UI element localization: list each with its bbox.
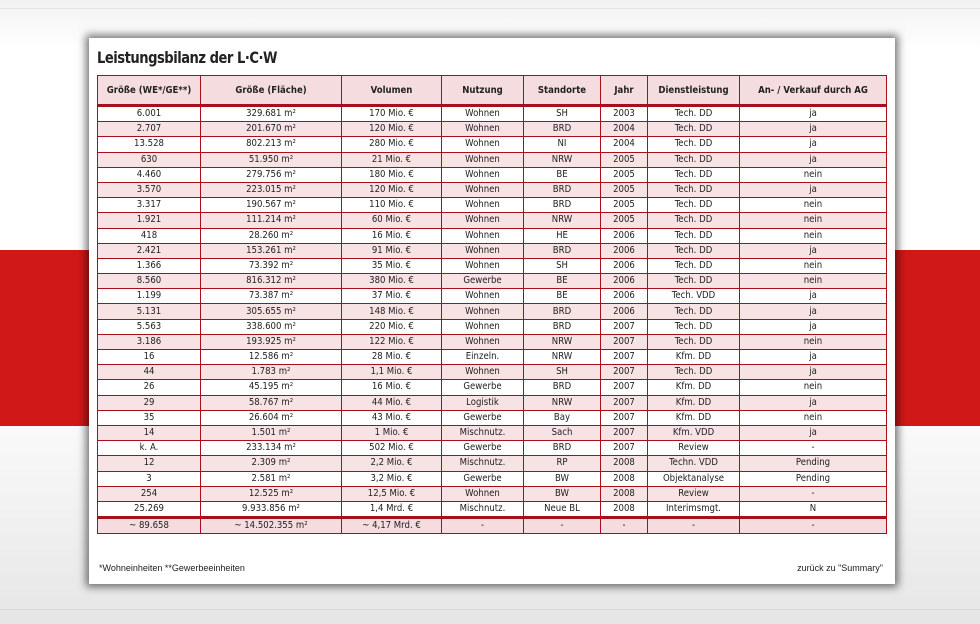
table-cell: 91 Mio. €: [342, 243, 442, 258]
table-header-row: [98, 76, 887, 106]
column-header: Größe (Fläche): [201, 76, 342, 106]
table-cell: nein: [740, 410, 887, 425]
table-cell: Wohnen: [442, 182, 524, 197]
table-row: [98, 486, 887, 501]
table-cell: 122 Mio. €: [342, 334, 442, 349]
summary-cell: -: [601, 518, 648, 534]
table-cell: Logistik: [442, 395, 524, 410]
table-cell: Mischnutz.: [442, 456, 524, 471]
table-cell: 60 Mio. €: [342, 213, 442, 228]
table-cell: 201.670 m²: [201, 122, 342, 137]
column-header: Größe (WE*/GE**): [98, 76, 201, 106]
table-cell: 14: [98, 425, 201, 440]
table-cell: 45.195 m²: [201, 380, 342, 395]
table-cell: BW: [524, 486, 601, 501]
table-cell: Wohnen: [442, 228, 524, 243]
table-cell: Tech. DD: [648, 319, 740, 334]
table-cell: Tech. DD: [648, 137, 740, 152]
table-cell: 44: [98, 365, 201, 380]
table-cell: 802.213 m²: [201, 137, 342, 152]
table-cell: NRW: [524, 395, 601, 410]
table-cell: Techn. VDD: [648, 456, 740, 471]
table-cell: Wohnen: [442, 198, 524, 213]
table-cell: BE: [524, 289, 601, 304]
table-cell: nein: [740, 258, 887, 273]
table-cell: N: [740, 501, 887, 517]
table-cell: 73.392 m²: [201, 258, 342, 273]
table-cell: Wohnen: [442, 319, 524, 334]
table-cell: 2005: [601, 182, 648, 197]
table-cell: 2.421: [98, 243, 201, 258]
table-cell: 3: [98, 471, 201, 486]
table-cell: 29: [98, 395, 201, 410]
table-cell: Wohnen: [442, 258, 524, 273]
table-cell: 111.214 m²: [201, 213, 342, 228]
column-header: Nutzung: [442, 76, 524, 106]
table-cell: 305.655 m²: [201, 304, 342, 319]
table-cell: ja: [740, 137, 887, 152]
table-cell: 254: [98, 486, 201, 501]
table-cell: Sach: [524, 425, 601, 440]
table-cell: Tech. DD: [648, 122, 740, 137]
table-cell: 2008: [601, 486, 648, 501]
table-cell: Review: [648, 486, 740, 501]
table-cell: 329.681 m²: [201, 106, 342, 122]
table-cell: 630: [98, 152, 201, 167]
table-cell: 12,5 Mio. €: [342, 486, 442, 501]
table-cell: RP: [524, 456, 601, 471]
table-cell: BRD: [524, 122, 601, 137]
table-cell: 2005: [601, 152, 648, 167]
table-cell: 1.921: [98, 213, 201, 228]
table-cell: 2007: [601, 441, 648, 456]
summary-cell: ~ 14.502.355 m²: [201, 518, 342, 534]
table-cell: 2.581 m²: [201, 471, 342, 486]
table-row: [98, 380, 887, 395]
table-cell: 1 Mio. €: [342, 425, 442, 440]
table-cell: 280 Mio. €: [342, 137, 442, 152]
table-cell: 338.600 m²: [201, 319, 342, 334]
table-cell: 6.001: [98, 106, 201, 122]
table-cell: k. A.: [98, 441, 201, 456]
table-cell: 2.309 m²: [201, 456, 342, 471]
table-cell: 3.317: [98, 198, 201, 213]
table-cell: 2006: [601, 258, 648, 273]
table-cell: Bay: [524, 410, 601, 425]
table-row: [98, 410, 887, 425]
document-sheet: [89, 38, 895, 584]
table-row: [98, 228, 887, 243]
table-cell: Einzeln.: [442, 350, 524, 365]
table-cell: 2006: [601, 304, 648, 319]
table-cell: 2008: [601, 501, 648, 517]
table-cell: 12: [98, 456, 201, 471]
summary-cell: -: [648, 518, 740, 534]
table-cell: 2007: [601, 425, 648, 440]
summary-row: [98, 518, 887, 534]
table-cell: 3,2 Mio. €: [342, 471, 442, 486]
table-cell: Wohnen: [442, 334, 524, 349]
table-cell: 2006: [601, 243, 648, 258]
table-cell: 25.269: [98, 501, 201, 517]
table-cell: SH: [524, 106, 601, 122]
table-cell: Tech. DD: [648, 167, 740, 182]
table-cell: 26.604 m²: [201, 410, 342, 425]
table-cell: BRD: [524, 182, 601, 197]
table-cell: ja: [740, 243, 887, 258]
table-cell: 279.756 m²: [201, 167, 342, 182]
column-header: Standorte: [524, 76, 601, 106]
summary-cell: -: [524, 518, 601, 534]
table-cell: Wohnen: [442, 289, 524, 304]
table-cell: BE: [524, 167, 601, 182]
table-cell: 2,2 Mio. €: [342, 456, 442, 471]
table-cell: 73.387 m²: [201, 289, 342, 304]
table-cell: 35 Mio. €: [342, 258, 442, 273]
table-cell: ja: [740, 122, 887, 137]
table-cell: 2004: [601, 122, 648, 137]
table-cell: 3.570: [98, 182, 201, 197]
table-cell: Tech. DD: [648, 213, 740, 228]
table-cell: NRW: [524, 334, 601, 349]
table-cell: Wohnen: [442, 152, 524, 167]
table-cell: Tech. DD: [648, 365, 740, 380]
table-cell: 12.525 m²: [201, 486, 342, 501]
table-cell: ja: [740, 395, 887, 410]
table-cell: 3.186: [98, 334, 201, 349]
table-row: [98, 501, 887, 517]
table-cell: Tech. DD: [648, 258, 740, 273]
table-cell: ja: [740, 106, 887, 122]
table-cell: NRW: [524, 213, 601, 228]
summary-cell: -: [740, 518, 887, 534]
table-cell: 2007: [601, 334, 648, 349]
table-cell: Tech. VDD: [648, 289, 740, 304]
back-to-summary-link[interactable]: zurück zu "Summary": [797, 563, 883, 573]
table-cell: 9.933.856 m²: [201, 501, 342, 517]
table-cell: 58.767 m²: [201, 395, 342, 410]
table-cell: 2004: [601, 137, 648, 152]
table-cell: 190.567 m²: [201, 198, 342, 213]
table-cell: 1.366: [98, 258, 201, 273]
table-cell: Gewerbe: [442, 274, 524, 289]
bottom-divider: [0, 609, 980, 610]
table-cell: 148 Mio. €: [342, 304, 442, 319]
table-cell: Objektanalyse: [648, 471, 740, 486]
table-cell: 1,4 Mrd. €: [342, 501, 442, 517]
table-row: [98, 289, 887, 304]
footnote: *Wohneinheiten **Gewerbeeinheiten: [99, 563, 245, 573]
table-cell: 223.015 m²: [201, 182, 342, 197]
table-cell: 2007: [601, 395, 648, 410]
table-cell: 16 Mio. €: [342, 228, 442, 243]
table-row: [98, 137, 887, 152]
table-cell: 2005: [601, 167, 648, 182]
table-cell: 1,1 Mio. €: [342, 365, 442, 380]
table-cell: 28.260 m²: [201, 228, 342, 243]
table-cell: 1.199: [98, 289, 201, 304]
table-cell: BRD: [524, 243, 601, 258]
table-cell: Gewerbe: [442, 380, 524, 395]
table-cell: 2.707: [98, 122, 201, 137]
table-cell: 110 Mio. €: [342, 198, 442, 213]
table-cell: 120 Mio. €: [342, 182, 442, 197]
table-cell: BRD: [524, 380, 601, 395]
table-cell: 8.560: [98, 274, 201, 289]
table-cell: Interimsmgt.: [648, 501, 740, 517]
table-cell: BE: [524, 274, 601, 289]
table-cell: 2006: [601, 289, 648, 304]
table-cell: 502 Mio. €: [342, 441, 442, 456]
table-cell: Tech. DD: [648, 243, 740, 258]
table-cell: 5.563: [98, 319, 201, 334]
performance-table: [97, 75, 887, 534]
table-cell: Wohnen: [442, 106, 524, 122]
table-row: [98, 182, 887, 197]
table-cell: 2008: [601, 456, 648, 471]
table-cell: ja: [740, 289, 887, 304]
table-cell: Wohnen: [442, 486, 524, 501]
table-cell: 12.586 m²: [201, 350, 342, 365]
table-cell: ja: [740, 152, 887, 167]
table-row: [98, 334, 887, 349]
table-row: [98, 365, 887, 380]
table-row: [98, 319, 887, 334]
table-cell: 180 Mio. €: [342, 167, 442, 182]
table-cell: 51.950 m²: [201, 152, 342, 167]
table-cell: 35: [98, 410, 201, 425]
column-header: Jahr: [601, 76, 648, 106]
table-cell: ja: [740, 425, 887, 440]
table-cell: Tech. DD: [648, 106, 740, 122]
table-cell: nein: [740, 380, 887, 395]
table-cell: SH: [524, 365, 601, 380]
table-cell: 43 Mio. €: [342, 410, 442, 425]
table-cell: Kfm. VDD: [648, 425, 740, 440]
table-cell: Wohnen: [442, 137, 524, 152]
table-cell: Kfm. DD: [648, 395, 740, 410]
table-cell: 13.528: [98, 137, 201, 152]
table-cell: 37 Mio. €: [342, 289, 442, 304]
table-row: [98, 258, 887, 273]
table-cell: 16 Mio. €: [342, 380, 442, 395]
table-cell: Wohnen: [442, 304, 524, 319]
table-cell: ja: [740, 182, 887, 197]
table-cell: 2007: [601, 380, 648, 395]
table-cell: BRD: [524, 441, 601, 456]
table-cell: 380 Mio. €: [342, 274, 442, 289]
column-header: Dienstleistung: [648, 76, 740, 106]
table-row: [98, 441, 887, 456]
table-row: [98, 395, 887, 410]
table-cell: 2008: [601, 471, 648, 486]
table-cell: Gewerbe: [442, 441, 524, 456]
table-cell: 2003: [601, 106, 648, 122]
table-cell: HE: [524, 228, 601, 243]
table-cell: NI: [524, 137, 601, 152]
table-cell: Pending: [740, 471, 887, 486]
table-cell: 2005: [601, 213, 648, 228]
table-cell: SH: [524, 258, 601, 273]
table-cell: Gewerbe: [442, 471, 524, 486]
table-row: [98, 213, 887, 228]
table-row: [98, 106, 887, 122]
table-cell: 4.460: [98, 167, 201, 182]
table-cell: 120 Mio. €: [342, 122, 442, 137]
table-row: [98, 456, 887, 471]
table-cell: 2007: [601, 365, 648, 380]
table-cell: 2007: [601, 350, 648, 365]
table-cell: Kfm. DD: [648, 350, 740, 365]
table-cell: nein: [740, 274, 887, 289]
table-row: [98, 471, 887, 486]
table-cell: 28 Mio. €: [342, 350, 442, 365]
table-cell: 1.501 m²: [201, 425, 342, 440]
table-cell: ja: [740, 319, 887, 334]
table-cell: -: [740, 441, 887, 456]
table-row: [98, 350, 887, 365]
table-cell: ja: [740, 365, 887, 380]
table-cell: Tech. DD: [648, 198, 740, 213]
table-cell: -: [740, 486, 887, 501]
table-cell: BRD: [524, 304, 601, 319]
table-row: [98, 274, 887, 289]
table-cell: Wohnen: [442, 213, 524, 228]
table-cell: 193.925 m²: [201, 334, 342, 349]
table-cell: Tech. DD: [648, 334, 740, 349]
table-cell: Tech. DD: [648, 304, 740, 319]
table-cell: 2006: [601, 274, 648, 289]
table-cell: 5.131: [98, 304, 201, 319]
table-cell: Wohnen: [442, 167, 524, 182]
table-cell: Tech. DD: [648, 274, 740, 289]
table-row: [98, 243, 887, 258]
table-cell: Tech. DD: [648, 152, 740, 167]
table-cell: BRD: [524, 319, 601, 334]
table-cell: Mischnutz.: [442, 425, 524, 440]
table-cell: 2006: [601, 228, 648, 243]
column-header: An- / Verkauf durch AG: [740, 76, 887, 106]
table-row: [98, 167, 887, 182]
table-cell: 16: [98, 350, 201, 365]
page-title: Leistungsbilanz der L·C·W: [97, 48, 277, 67]
table-cell: 816.312 m²: [201, 274, 342, 289]
table-cell: 26: [98, 380, 201, 395]
table-cell: nein: [740, 213, 887, 228]
table-cell: 21 Mio. €: [342, 152, 442, 167]
table-cell: 1.783 m²: [201, 365, 342, 380]
table-cell: Wohnen: [442, 122, 524, 137]
table-cell: Kfm. DD: [648, 380, 740, 395]
summary-cell: -: [442, 518, 524, 534]
table-cell: Neue BL: [524, 501, 601, 517]
table-row: [98, 122, 887, 137]
table-cell: 153.261 m²: [201, 243, 342, 258]
table-cell: 418: [98, 228, 201, 243]
table-cell: ja: [740, 350, 887, 365]
table-cell: Pending: [740, 456, 887, 471]
table-row: [98, 152, 887, 167]
table-cell: NRW: [524, 350, 601, 365]
table-cell: NRW: [524, 152, 601, 167]
table-cell: Tech. DD: [648, 182, 740, 197]
table-cell: Gewerbe: [442, 410, 524, 425]
table-cell: nein: [740, 198, 887, 213]
table-row: [98, 304, 887, 319]
table-cell: Wohnen: [442, 243, 524, 258]
table-cell: nein: [740, 228, 887, 243]
table-cell: Mischnutz.: [442, 501, 524, 517]
table-cell: nein: [740, 334, 887, 349]
table-cell: BW: [524, 471, 601, 486]
table-cell: 2007: [601, 410, 648, 425]
table-cell: Review: [648, 441, 740, 456]
summary-cell: ~ 4,17 Mrd. €: [342, 518, 442, 534]
column-header: Volumen: [342, 76, 442, 106]
table-cell: ja: [740, 304, 887, 319]
table-cell: Wohnen: [442, 365, 524, 380]
table-cell: nein: [740, 167, 887, 182]
table-cell: Kfm. DD: [648, 410, 740, 425]
table-row: [98, 425, 887, 440]
table-cell: 233.134 m²: [201, 441, 342, 456]
table-cell: BRD: [524, 198, 601, 213]
table-cell: 2007: [601, 319, 648, 334]
top-divider: [0, 8, 980, 9]
table-cell: 170 Mio. €: [342, 106, 442, 122]
summary-cell: ~ 89.658: [98, 518, 201, 534]
table-row: [98, 198, 887, 213]
table-cell: 220 Mio. €: [342, 319, 442, 334]
table-cell: 2005: [601, 198, 648, 213]
table-cell: Tech. DD: [648, 228, 740, 243]
table-cell: 44 Mio. €: [342, 395, 442, 410]
